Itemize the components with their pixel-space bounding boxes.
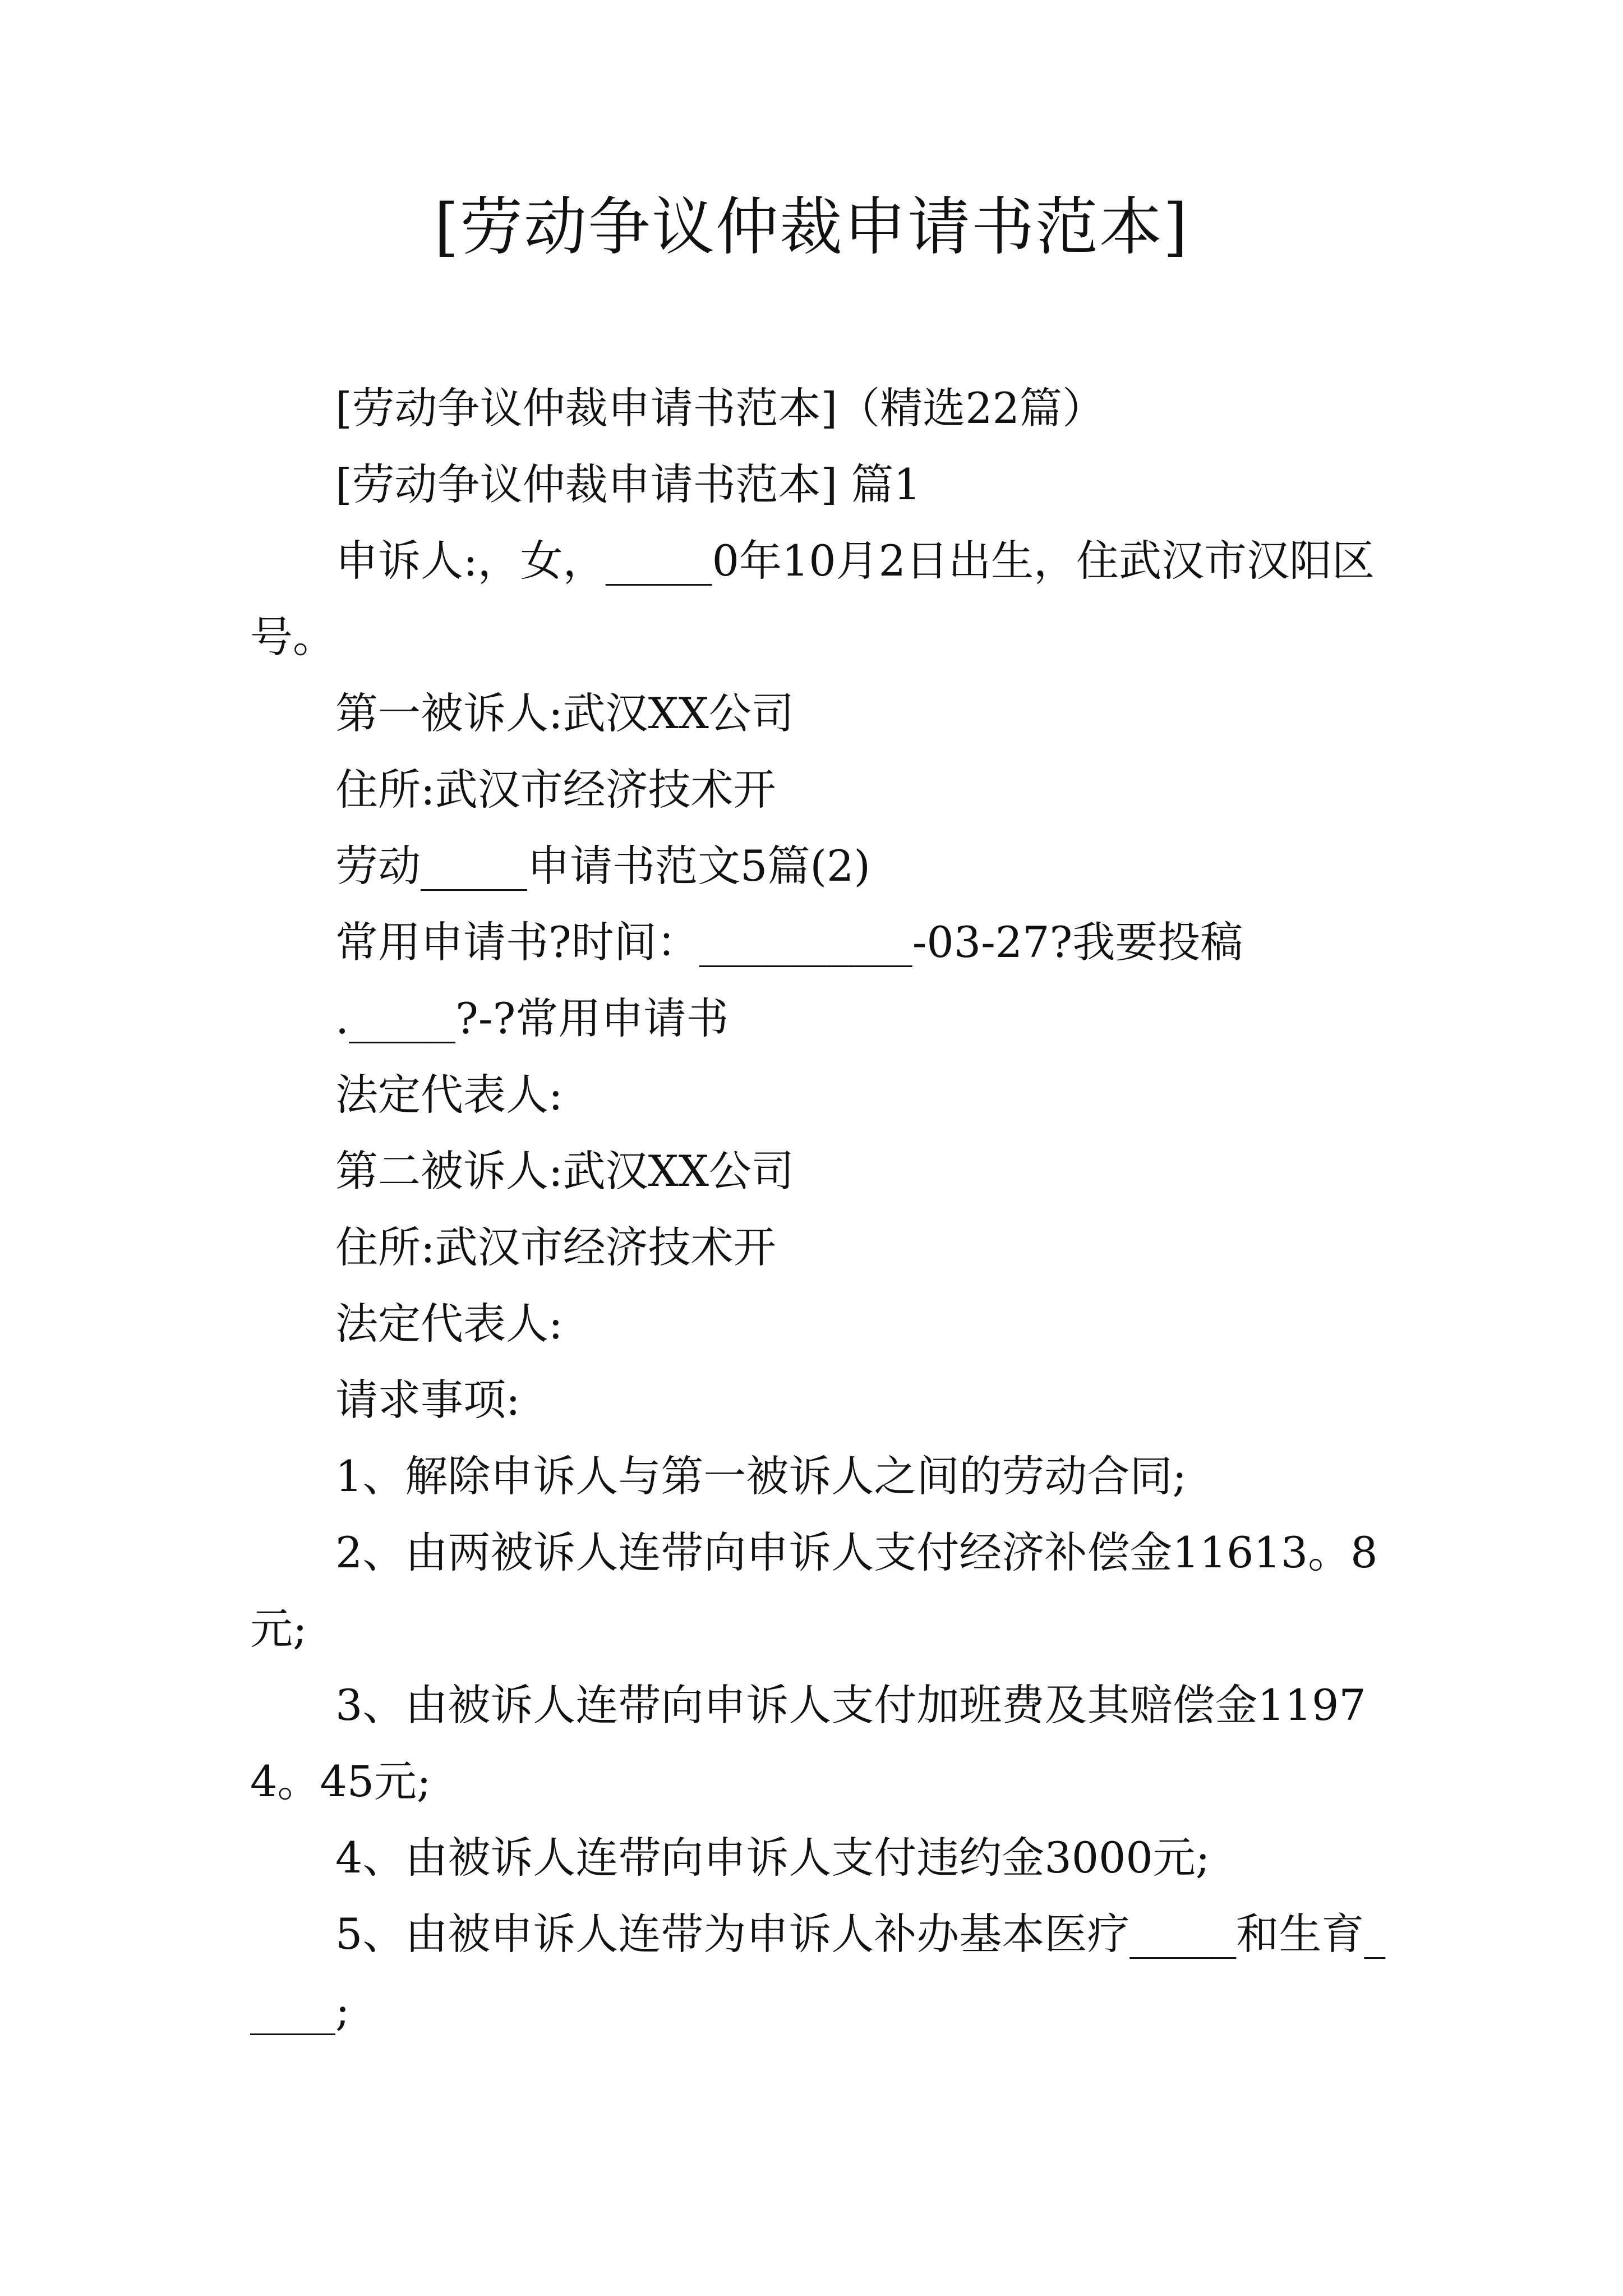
paragraph-claims-heading: 请求事项: xyxy=(335,1375,520,1425)
paragraph-first-legal-rep: 法定代表人: xyxy=(335,1070,563,1120)
paragraph-claim-2: 2、由两被诉人连带向申诉人支付经济补偿金11613。8元; xyxy=(250,1527,1378,1654)
paragraph-reference-category: ._____?-?常用申请书 xyxy=(335,993,729,1043)
paragraph-section-heading: [劳动争议仲裁申请书范本] 篇1 xyxy=(335,459,921,509)
paragraph-claim-5: 5、由被申诉人连带为申诉人补办基本医疗_____和生育_____; xyxy=(250,1909,1386,2035)
paragraph-first-address: 住所:武汉市经济技术开 xyxy=(335,765,776,815)
paragraph-reference-title: 劳动_____申请书范文5篇(2) xyxy=(335,841,871,891)
document-title: [劳动争议仲裁申请书范本] xyxy=(434,191,1189,264)
document-body xyxy=(250,370,1394,2049)
paragraph-second-address: 住所:武汉市经济技术开 xyxy=(335,1222,776,1272)
paragraph-applicant: 申诉人:，女，_____0年10月2日出生，住武汉市汉阳区号。 xyxy=(250,536,1375,662)
paragraph-intro: [劳动争议仲裁申请书范本]（精选22篇） xyxy=(335,383,1105,433)
paragraph-reference-date: 常用申请书?时间：__________-03-27?我要投稿 xyxy=(335,917,1243,967)
paragraph-claim-4: 4、由被诉人连带向申诉人支付违约金3000元; xyxy=(335,1833,1210,1883)
paragraph-first-respondent: 第一被诉人:武汉XX公司 xyxy=(335,688,794,738)
paragraph-second-legal-rep: 法定代表人: xyxy=(335,1299,563,1349)
paragraph-second-respondent: 第二被诉人:武汉XX公司 xyxy=(335,1146,794,1196)
paragraph-claim-1: 1、解除申诉人与第一被诉人之间的劳动合同; xyxy=(335,1451,1187,1501)
paragraph-claim-3: 3、由被诉人连带向申诉人支付加班费及其赔偿金11974。45元; xyxy=(250,1680,1366,1806)
